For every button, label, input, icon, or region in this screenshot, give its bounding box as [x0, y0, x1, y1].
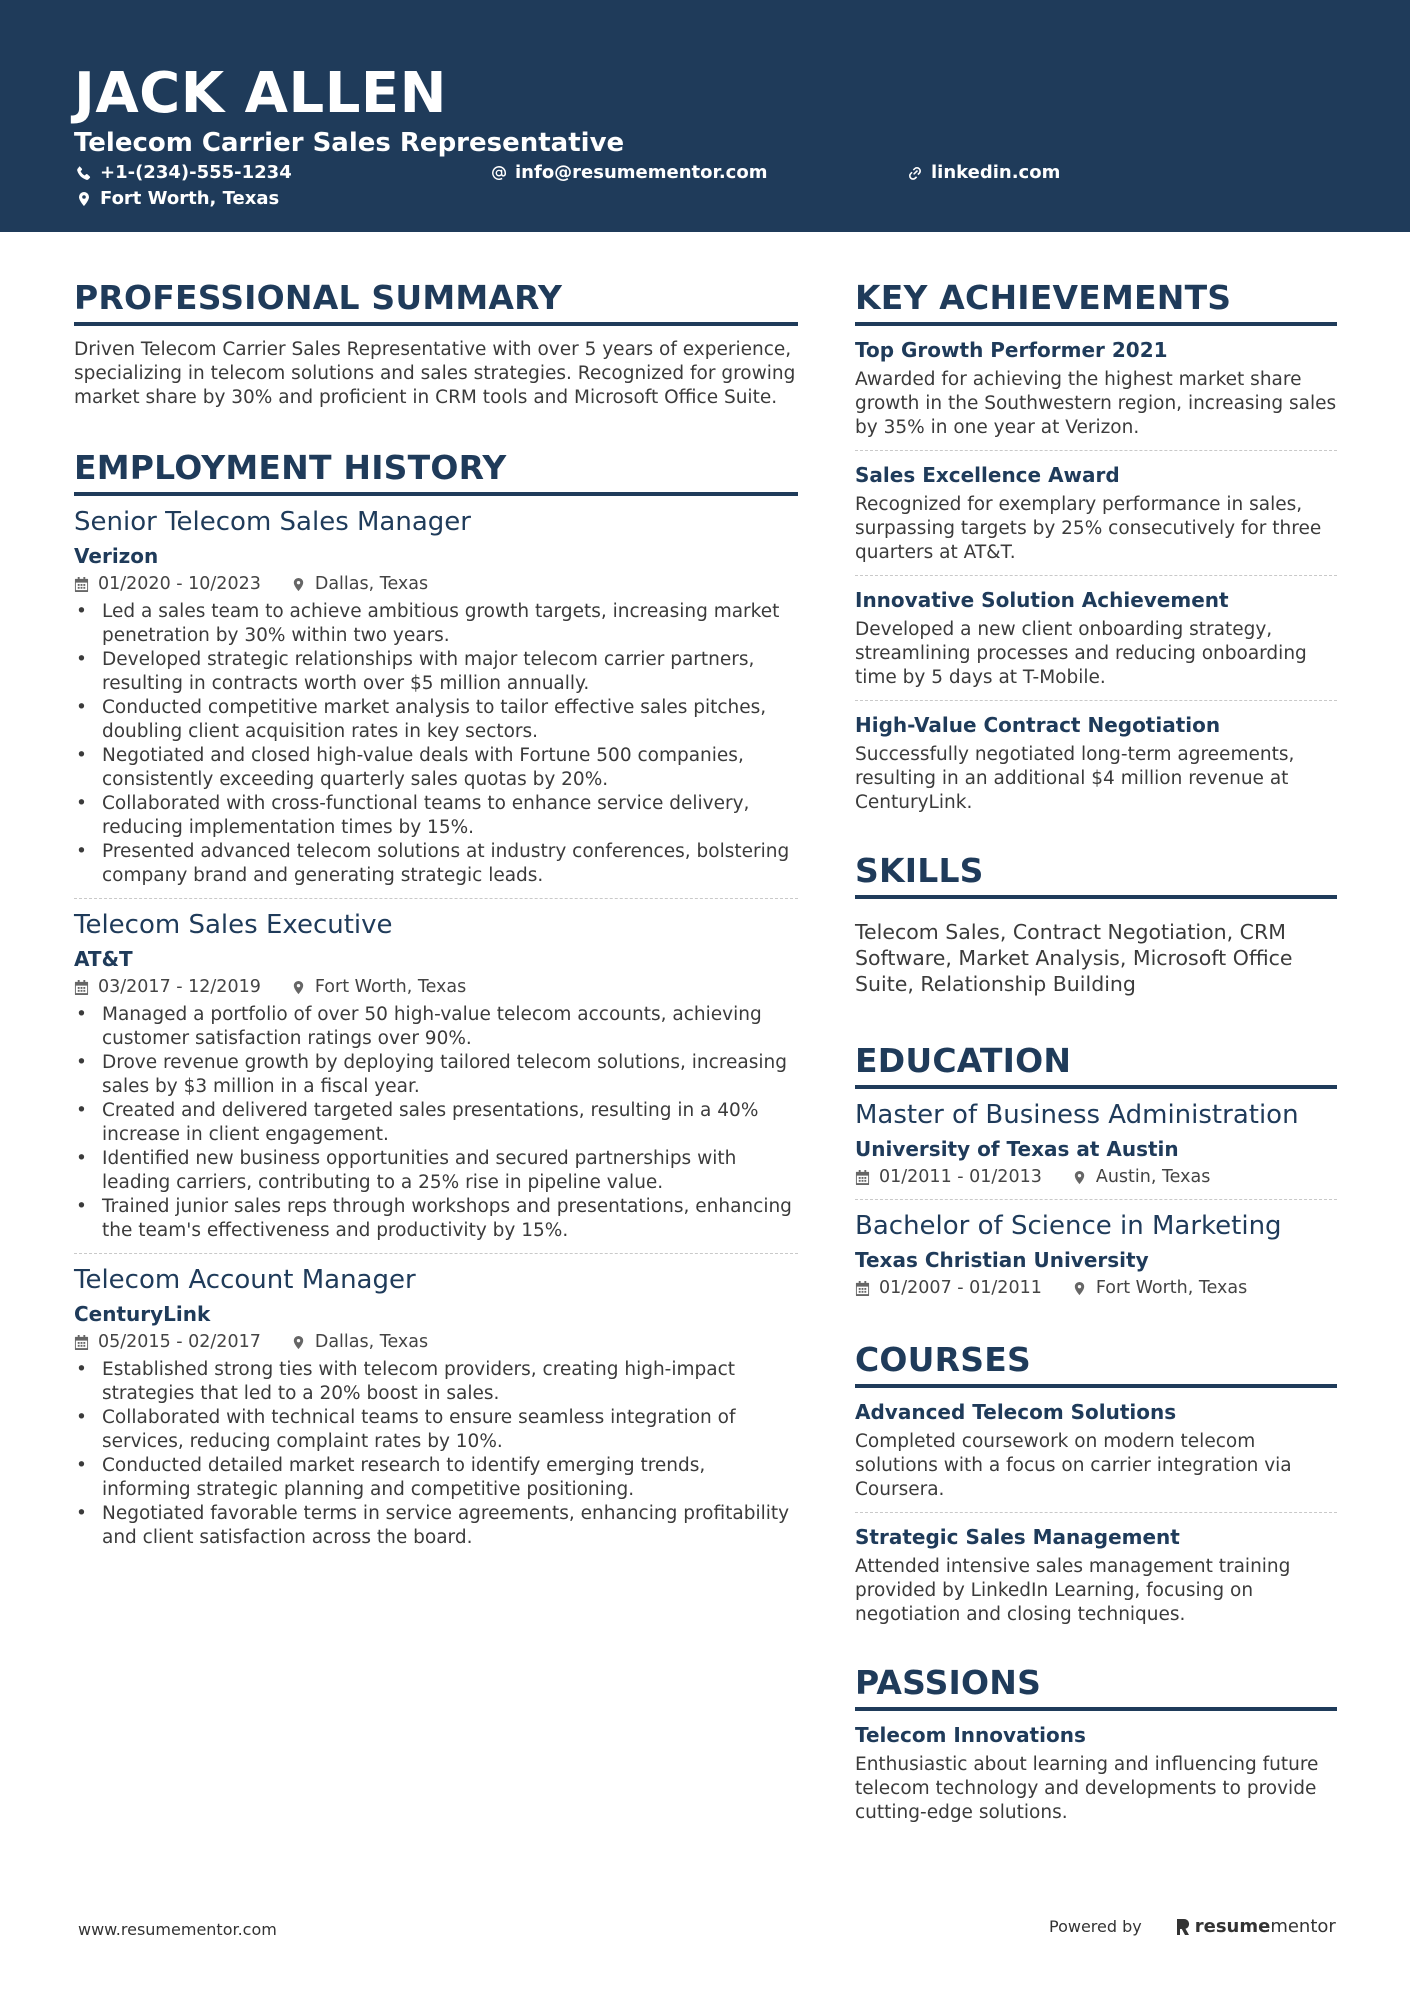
- summary-heading: PROFESSIONAL SUMMARY: [74, 278, 798, 326]
- bullet-item: • Trained junior sales reps through workshops and presentations, enhancing the team's effectiveness and productivity by 15%.: [74, 1195, 798, 1243]
- course-item: [855, 1523, 1337, 1627]
- achievement-desc: Awarded for achieving the highest market share growth in the Southwestern region, increasing sales by 35% in one year at Verizon.: [855, 369, 1337, 438]
- summary-text: Driven Telecom Carrier Sales Representative with over 5 years of experience, specializing in telecom solutions and sales strategies. Recognized for growing market share by 30% and proficient in CRM tools and Microsoft Office Suite.: [74, 339, 796, 408]
- link-icon: [907, 165, 923, 181]
- job-company: Verizon: [74, 544, 159, 568]
- bullet-item: • Conducted detailed market research to identify emerging trends, informing strategic planning and competitive positioning.: [74, 1454, 798, 1502]
- job-title: Senior Telecom Sales Manager: [74, 507, 471, 537]
- phone-text: +1-(234)-555-1234: [100, 162, 292, 183]
- achievement-title: Top Growth Performer 2021: [855, 338, 1168, 362]
- divider: [74, 1253, 798, 1254]
- brand-bold: resume: [1194, 1916, 1271, 1937]
- employment-heading: EMPLOYMENT HISTORY: [74, 448, 798, 496]
- job-meta: [74, 975, 798, 999]
- education-degree: Bachelor of Science in Marketing: [855, 1211, 1282, 1241]
- location-pin-icon: [76, 191, 92, 207]
- education-location-text: Austin, Texas: [1095, 1167, 1211, 1187]
- passion-title: Telecom Innovations: [855, 1723, 1086, 1747]
- calendar-icon: [74, 980, 89, 995]
- divider: [855, 700, 1337, 701]
- education-dates: 01/2011 - 01/2013: [879, 1167, 1042, 1187]
- education-location: [1072, 1165, 1211, 1189]
- bullet-item: • Conducted competitive market analysis to tailor effective sales pitches, doubling client acquisition rates in key sectors.: [74, 696, 798, 744]
- job-location: [291, 1330, 428, 1354]
- location-pin-icon: [1072, 1170, 1087, 1185]
- job-dates: 03/2017 - 12/2019: [98, 977, 261, 997]
- location-text: Fort Worth, Texas: [100, 188, 280, 209]
- passion-desc: Enthusiastic about learning and influencing future telecom technology and developments to provide cutting-edge solutions.: [855, 1754, 1319, 1823]
- achievement-desc: Developed a new client onboarding strategy, streamlining processes and reducing onboarding time by 5 days at T-Mobile.: [855, 619, 1307, 688]
- job-entry: [74, 506, 798, 899]
- job-entry: [74, 909, 798, 1254]
- course-desc: Completed coursework on modern telecom solutions with a focus on carrier integration via Coursera.: [855, 1431, 1292, 1500]
- skills-text: Telecom Sales, Contract Negotiation, CRM Software, Market Analysis, Microsoft Office Suite, Relationship Building: [855, 920, 1293, 996]
- education-location-text: Fort Worth, Texas: [1095, 1278, 1248, 1298]
- bullet-item: • Collaborated with technical teams to ensure seamless integration of services, reducing complaint rates by 10%.: [74, 1406, 798, 1454]
- footer-powered: [1049, 1916, 1336, 1937]
- education-meta: [855, 1276, 1337, 1300]
- job-bullets: [74, 1003, 798, 1243]
- achievement-item: [855, 711, 1337, 815]
- education-degree: Master of Business Administration: [855, 1100, 1299, 1130]
- job-location: [291, 975, 466, 999]
- divider: [855, 575, 1337, 576]
- courses-heading: COURSES: [855, 1340, 1337, 1388]
- location-pin-icon: [291, 1335, 306, 1350]
- bullet-item: • Presented advanced telecom solutions at industry conferences, bolstering company brand and generating strategic leads.: [74, 840, 798, 888]
- divider: [74, 898, 798, 899]
- achievement-desc: Successfully negotiated long-term agreements, resulting in an additional $4 million revenue at CenturyLink.: [855, 744, 1295, 813]
- left-column: [74, 278, 798, 1550]
- bullet-item: • Drove revenue growth by deploying tailored telecom solutions, increasing sales by $3 million in a fiscal year.: [74, 1051, 798, 1099]
- job-location-text: Fort Worth, Texas: [314, 977, 467, 997]
- at-icon: [491, 165, 507, 181]
- location-pin-icon: [291, 980, 306, 995]
- email-text: info@resumementor.com: [515, 162, 768, 183]
- candidate-name: JACK ALLEN: [74, 61, 447, 126]
- education-heading: EDUCATION: [855, 1041, 1337, 1089]
- bullet-item: • Developed strategic relationships with major telecom carrier partners, resulting in contracts worth over $5 million annually.: [74, 648, 798, 696]
- resumementor-logo-icon: [1174, 1917, 1192, 1937]
- bullet-item: • Created and delivered targeted sales presentations, resulting in a 40% increase in client engagement.: [74, 1099, 798, 1147]
- job-location: [291, 572, 428, 596]
- contact-phone[interactable]: [76, 161, 292, 185]
- education-meta: [855, 1165, 1337, 1189]
- job-title: Telecom Sales Executive: [74, 910, 393, 940]
- divider: [855, 450, 1337, 451]
- achievement-item: [855, 336, 1337, 451]
- course-item: [855, 1398, 1337, 1513]
- job-dates: 05/2015 - 02/2017: [98, 1332, 261, 1352]
- education-school: University of Texas at Austin: [855, 1137, 1179, 1161]
- job-bullets: [74, 1358, 798, 1550]
- divider: [855, 1199, 1337, 1200]
- divider: [855, 1512, 1337, 1513]
- bullet-item: • Negotiated favorable terms in service agreements, enhancing profitability and client satisfaction across the board.: [74, 1502, 798, 1550]
- bullet-item: • Managed a portfolio of over 50 high-value telecom accounts, achieving customer satisfaction ratings over 90%.: [74, 1003, 798, 1051]
- skills-heading: SKILLS: [855, 851, 1337, 899]
- job-company: AT&T: [74, 947, 133, 971]
- achievement-title: Sales Excellence Award: [855, 463, 1120, 487]
- calendar-icon: [855, 1281, 870, 1296]
- bullet-item: • Negotiated and closed high-value deals with Fortune 500 companies, consistently exceeding quarterly sales quotas by 20%.: [74, 744, 798, 792]
- location-pin-icon: [1072, 1281, 1087, 1296]
- achievement-title: Innovative Solution Achievement: [855, 588, 1229, 612]
- course-title: Strategic Sales Management: [855, 1525, 1180, 1549]
- bullet-item: • Led a sales team to achieve ambitious growth targets, increasing market penetration by 30% within two years.: [74, 600, 798, 648]
- footer-website[interactable]: www.resumementor.com: [78, 1920, 277, 1939]
- resume-header: [0, 0, 1410, 232]
- bullet-item: • Established strong ties with telecom providers, creating high-impact strategies that led to a 20% boost in sales.: [74, 1358, 798, 1406]
- calendar-icon: [74, 1335, 89, 1350]
- achievements-heading: KEY ACHIEVEMENTS: [855, 278, 1337, 326]
- brand-thin: mentor: [1270, 1916, 1336, 1937]
- course-desc: Attended intensive sales management training provided by LinkedIn Learning, focusing on negotiation and closing techniques.: [855, 1556, 1291, 1625]
- job-location-text: Dallas, Texas: [314, 1332, 429, 1352]
- job-company: CenturyLink: [74, 1302, 211, 1326]
- job-entry: [74, 1264, 798, 1550]
- education-school: Texas Christian University: [855, 1248, 1149, 1272]
- phone-icon: [76, 165, 92, 181]
- job-title: Telecom Account Manager: [74, 1265, 416, 1295]
- contact-email[interactable]: [491, 161, 767, 185]
- bullet-item: • Identified new business opportunities and secured partnerships with leading carriers, contributing to a 25% rise in pipeline value.: [74, 1147, 798, 1195]
- bullet-item: • Collaborated with cross-functional teams to enhance service delivery, reducing implementation times by 15%.: [74, 792, 798, 840]
- achievement-item: [855, 586, 1337, 701]
- job-location-text: Dallas, Texas: [314, 574, 429, 594]
- candidate-title: Telecom Carrier Sales Representative: [74, 128, 625, 158]
- education-item: [855, 1099, 1337, 1200]
- job-meta: [74, 1330, 798, 1354]
- education-dates: 01/2007 - 01/2011: [879, 1278, 1042, 1298]
- achievement-desc: Recognized for exemplary performance in sales, surpassing targets by 25% consecutively for three quarters at AT&T.: [855, 494, 1322, 563]
- right-column: [855, 278, 1337, 1825]
- education-item: [855, 1210, 1337, 1300]
- powered-by-label: Powered by: [1049, 1917, 1142, 1936]
- calendar-icon: [74, 577, 89, 592]
- achievement-item: [855, 461, 1337, 576]
- education-location: [1072, 1276, 1247, 1300]
- passions-heading: PASSIONS: [855, 1663, 1337, 1711]
- course-title: Advanced Telecom Solutions: [855, 1400, 1177, 1424]
- job-bullets: [74, 600, 798, 888]
- passion-item: [855, 1721, 1337, 1825]
- job-dates: 01/2020 - 10/2023: [98, 574, 261, 594]
- achievement-title: High-Value Contract Negotiation: [855, 713, 1221, 737]
- contact-location: [76, 187, 279, 211]
- location-pin-icon: [291, 577, 306, 592]
- contact-linkedin[interactable]: [907, 161, 1060, 185]
- brand-logo[interactable]: [1174, 1916, 1336, 1937]
- calendar-icon: [855, 1170, 870, 1185]
- job-meta: [74, 572, 798, 596]
- linkedin-text: linkedin.com: [931, 162, 1061, 183]
